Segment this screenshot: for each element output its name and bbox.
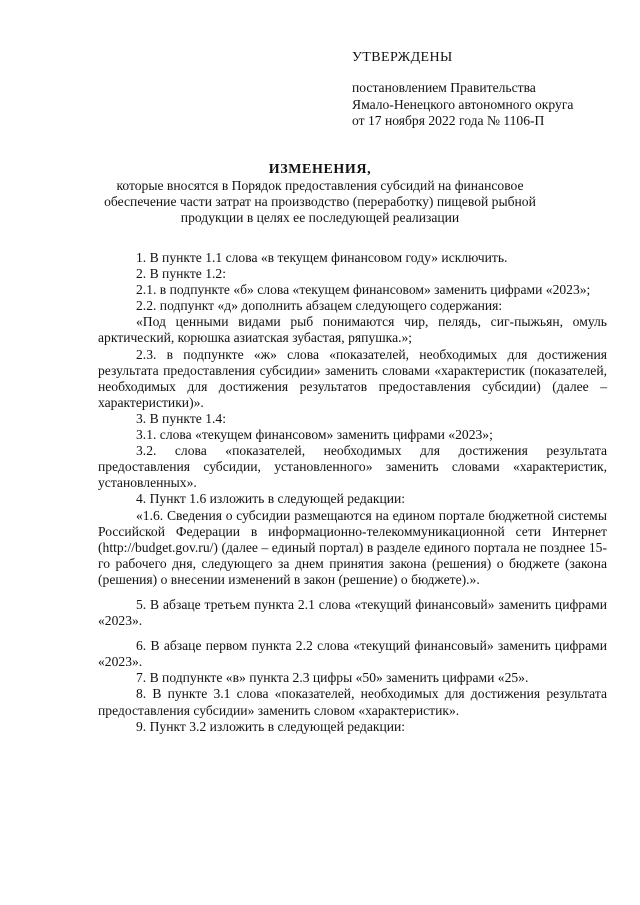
document-title-block [100, 162, 540, 226]
paragraph-1: 1. В пункте 1.1 слова «в текущем финансовом году» исключить. [136, 250, 508, 265]
approval-heading: УТВЕРЖДЕНЫ [352, 50, 453, 65]
paragraph-6: 6. В абзаце первом пункта 2.2 слова «текущий финансовый» заменить цифрами «2023». [98, 638, 607, 670]
paragraph-3-1: 3.1. слова «текущем финансовом» заменить цифрами «2023»; [136, 427, 493, 443]
document-body [98, 250, 607, 735]
paragraph-2-3: 2.3. в подпункте «ж» слова «показателей, необходимых для достижения результата предоставления субсидии» заменить словами «характеристик (показателей, необходимых для достижения результатов предоставления субсидии) (далее – характеристики)». [98, 346, 607, 410]
document-title: ИЗМЕНЕНИЯ, [268, 162, 372, 177]
paragraph-2-2: 2.2. подпункт «д» дополнить абзацем следующего содержания: [136, 298, 503, 314]
paragraph-2-2-quote: «Под ценными видами рыб понимаются чир, пелядь, сиг-пыжьян, омуль арктический, корюшка азиатская зубастая, ряпушка.»; [98, 314, 607, 346]
paragraph-7: 7. В подпункте «в» пункта 2.3 цифры «50» заменить цифрами «25». [136, 670, 529, 686]
document-subtitle-line-1: которые вносятся в Порядок предоставления субсидий на финансовое [116, 178, 524, 193]
approval-line-3: от 17 ноября 2022 года № 1106-П [352, 113, 545, 129]
paragraph-9: 9. Пункт 3.2 изложить в следующей редакции: [136, 718, 406, 734]
paragraph-2-1: 2.1. в подпункте «б» слова «текущем финансовом» заменить цифрами «2023»; [136, 282, 591, 298]
document-subtitle-line-2: обеспечение части затрат на производство (переработку) пищевой рыбной [104, 194, 536, 209]
approval-line-2: Ямало-Ненецкого автономного округа [352, 96, 574, 112]
paragraph-3: 3. В пункте 1.4: [136, 410, 226, 426]
approval-line-1: постановлением Правительства [352, 80, 536, 96]
paragraph-4-quote: «1.6. Сведения о субсидии размещаются на едином портале бюджетной системы Российской Федерации в информационно-телекоммуникационной сети Интернет (http://budget.gov.ru/) (далее – единый портал) в разделе единого портала не позднее 15-го рабочего дня, следующего за днем принятия закона (решения) о бюджете (закона (решения) о внесении изменений в закон (решение) о бюджете).». [98, 507, 607, 587]
approval-block [352, 50, 622, 130]
paragraph-2: 2. В пункте 1.2: [136, 266, 226, 282]
document-subtitle-line-3: продукции в целях ее последующей реализации [180, 210, 460, 225]
paragraph-5: 5. В абзаце третьем пункта 2.1 слова «текущий финансовый» заменить цифрами «2023». [98, 596, 607, 629]
paragraph-8: 8. В пункте 3.1 слова «показателей, необходимых для достижения результата предоставления субсидии» заменить словом «характеристик». [98, 686, 607, 718]
paragraph-4: 4. Пункт 1.6 изложить в следующей редакции: [136, 491, 406, 507]
paragraph-3-2: 3.2. слова «показателей, необходимых для достижения результата предоставления субсидии, установленного» заменить словами «характеристик, установленных». [98, 443, 607, 491]
